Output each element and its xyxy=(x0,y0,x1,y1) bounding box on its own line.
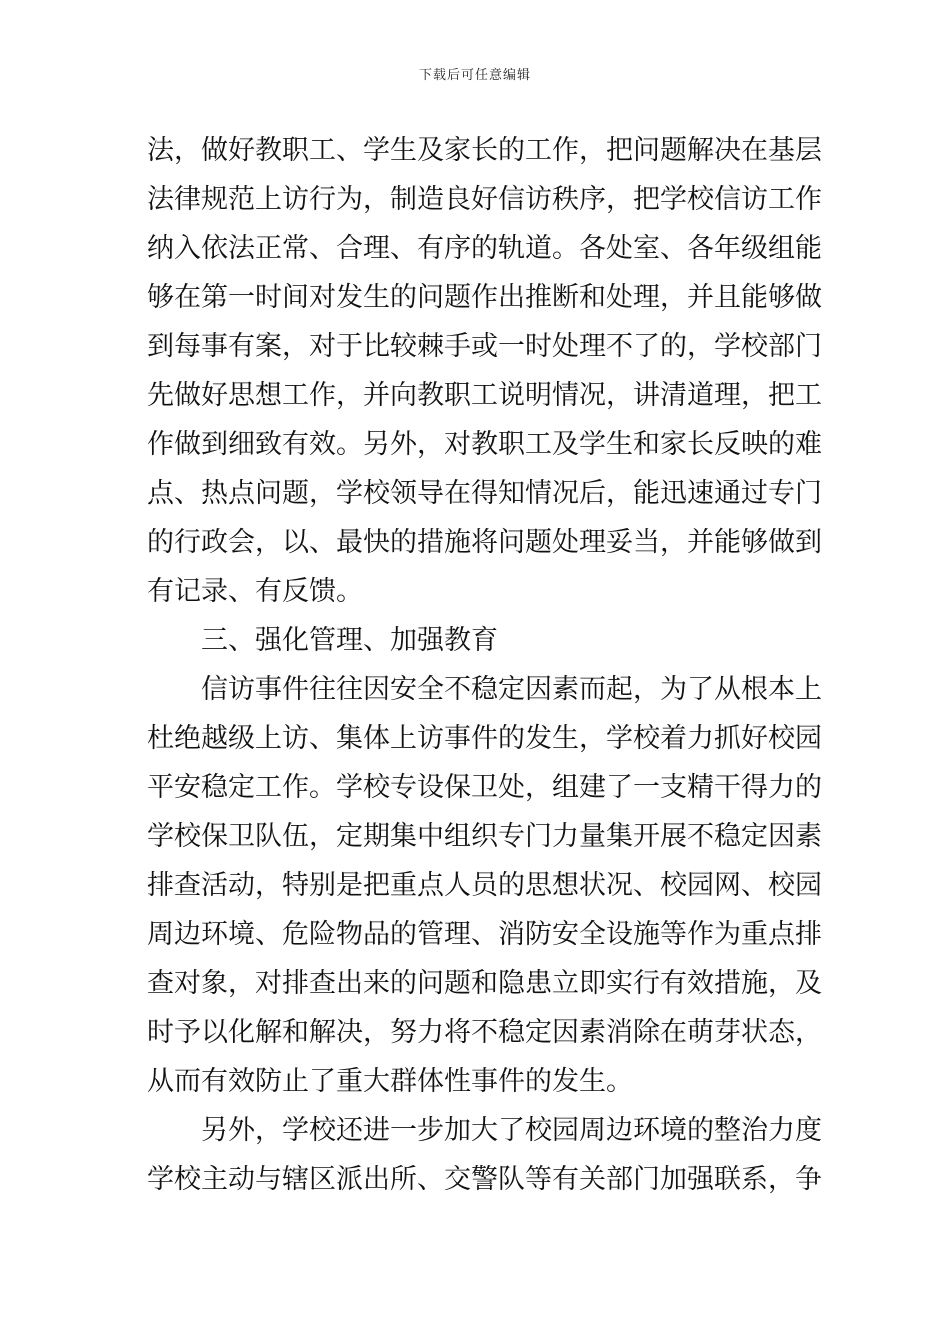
text-line: 纳入依法正常、合理、有序的轨道。各处室、各年级组能 xyxy=(147,233,822,264)
text-line: 法，做好教职工、学生及家长的工作，把问题解决在基层 xyxy=(147,135,822,166)
page-header: 下载后可任意编辑 xyxy=(418,68,531,83)
text-line: 从而有效防止了重大群体性事件的发生。 xyxy=(147,1066,633,1097)
text-line: 点、热点问题，学校领导在得知情况后，能迅速通过专门 xyxy=(147,478,822,509)
text-line: 查对象，对排查出来的问题和隐患立即实行有效措施，及 xyxy=(147,968,822,999)
text-line: 杜绝越级上访、集体上访事件的发生，学校着力抓好校园 xyxy=(147,723,822,754)
text-line: 学校保卫队伍，定期集中组织专门力量集开展不稳定因素 xyxy=(147,821,822,852)
paragraph-first-line: 信访事件往往因安全不稳定因素而起，为了从根本上 xyxy=(201,674,822,705)
text-line: 周边环境、危险物品的管理、消防安全设施等作为重点排 xyxy=(147,919,822,950)
text-line: 有记录、有反馈。 xyxy=(147,576,363,607)
text-line: 够在第一时间对发生的问题作出推断和处理，并且能够做 xyxy=(147,282,822,313)
text-line: 学校主动与辖区派出所、交警队等有关部门加强联系，争 xyxy=(147,1164,822,1195)
text-line: 到每事有案，对于比较棘手或一时处理不了的，学校部门 xyxy=(147,331,822,362)
text-line: 先做好思想工作，并向教职工说明情况，讲清道理，把工 xyxy=(147,380,822,411)
text-line: 平安稳定工作。学校专设保卫处，组建了一支精干得力的 xyxy=(147,772,822,803)
text-line: 排查活动，特别是把重点人员的思想状况、校园网、校园 xyxy=(147,870,822,901)
paragraph-first-line: 另外，学校还进一步加大了校园周边环境的整治力度 xyxy=(201,1115,822,1146)
section-heading: 三、强化管理、加强教育 xyxy=(201,625,498,656)
text-line: 时予以化解和解决，努力将不稳定因素消除在萌芽状态， xyxy=(147,1017,822,1048)
text-line: 的行政会，以、最快的措施将问题处理妥当，并能够做到 xyxy=(147,527,822,558)
document-body xyxy=(147,126,822,1204)
text-line: 法律规范上访行为，制造良好信访秩序，把学校信访工作 xyxy=(147,184,822,215)
text-line: 作做到细致有效。另外，对教职工及学生和家长反映的难 xyxy=(147,429,822,460)
